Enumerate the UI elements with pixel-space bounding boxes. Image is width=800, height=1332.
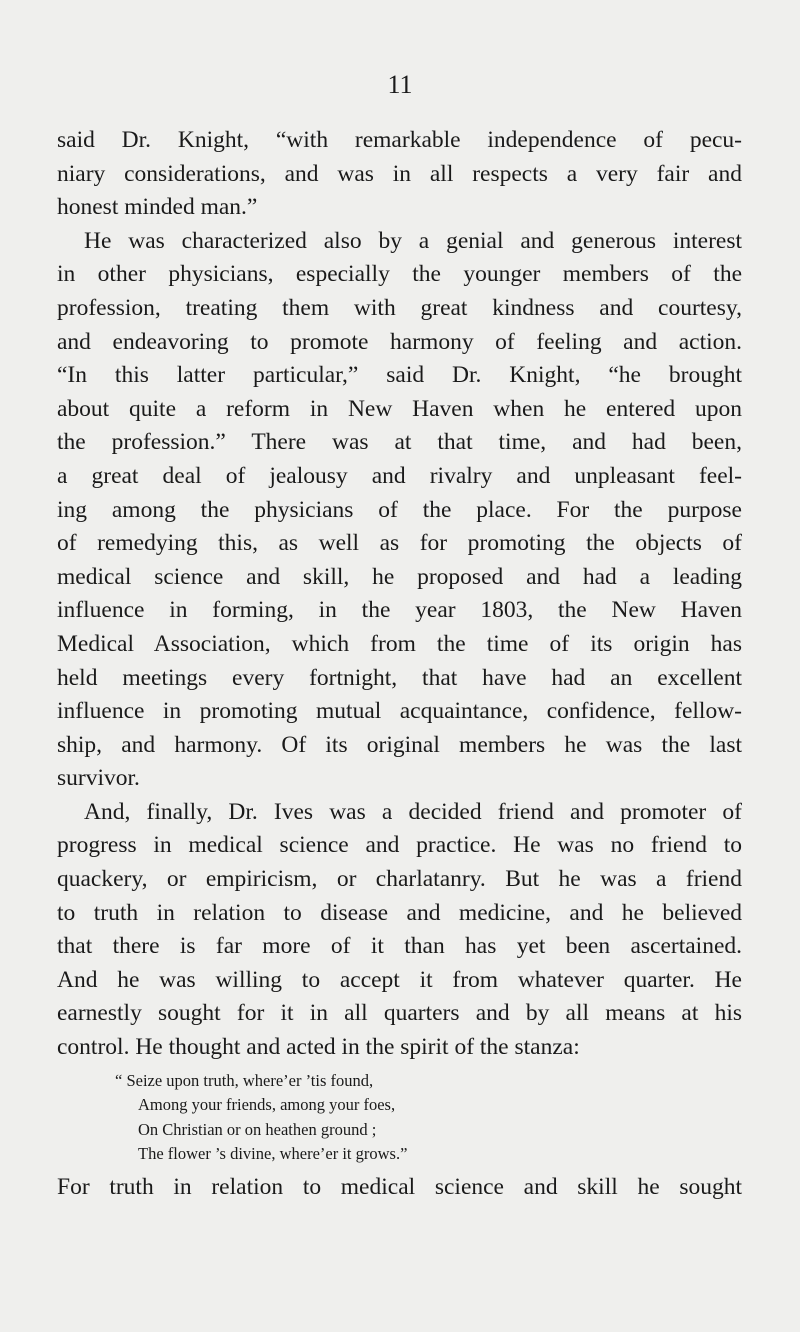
stanza-line: On Christian or on heathen ground ; xyxy=(138,1119,377,1139)
text-line: and endeavoring to promote harmony of feeling and action. xyxy=(57,328,742,355)
text-line: control. He thought and acted in the spirit of the stanza: xyxy=(57,1034,580,1061)
text-line: earnestly sought for it in all quarters and by all means at his xyxy=(57,1000,742,1027)
text-line: to truth in relation to disease and medicine, and he believed xyxy=(57,899,742,926)
text-line: in other physicians, especially the younger members of the xyxy=(57,261,742,288)
text-line: ing among the physicians of the place. For the purpose xyxy=(57,496,742,523)
text-line: the profession.” There was at that time, and had been, xyxy=(57,429,742,456)
text-line: progress in medical science and practice. He was no friend to xyxy=(57,832,742,859)
text-line: ship, and harmony. Of its original members he was the last xyxy=(57,731,742,758)
stanza-line: “ Seize upon truth, where’er ’tis found, xyxy=(115,1070,374,1090)
text-line: Medical Association, which from the time of its origin has xyxy=(57,630,742,657)
text-line: profession, treating them with great kindness and courtesy, xyxy=(57,294,742,321)
text-line: of remedying this, as well as for promoting the objects of xyxy=(57,530,742,557)
text-line: medical science and skill, he proposed and had a leading xyxy=(57,563,742,590)
text-line: influence in promoting mutual acquaintance, confidence, fellow- xyxy=(57,698,742,725)
text-line: “In this latter particular,” said Dr. Knight, “he brought xyxy=(57,362,742,389)
text-line: quackery, or empiricism, or charlatanry. But he was a friend xyxy=(57,866,742,893)
text-line: survivor. xyxy=(57,765,140,792)
body-text xyxy=(57,124,742,1204)
text-line: And he was willing to accept it from whatever quarter. He xyxy=(57,966,742,993)
text-line: honest minded man.” xyxy=(57,194,258,221)
text-line: held meetings every fortnight, that have had an excellent xyxy=(57,664,742,691)
stanza-line: Among your friends, among your foes, xyxy=(138,1095,396,1115)
text-line: niary considerations, and was in all respects a very fair and xyxy=(57,160,742,187)
text-line: influence in forming, in the year 1803, the New Haven xyxy=(57,597,742,624)
text-line: about quite a reform in New Haven when he entered upon xyxy=(57,395,742,422)
page-number: 11 xyxy=(387,70,413,99)
text-line: For truth in relation to medical science and skill he sought xyxy=(57,1173,742,1200)
text-line: He was characterized also by a genial and generous interest xyxy=(84,227,742,254)
text-line: said Dr. Knight, “with remarkable independence of pecu- xyxy=(57,127,742,153)
stanza-line: The flower ’s divine, where’er it grows.” xyxy=(138,1144,408,1164)
stanza-quote xyxy=(57,1069,742,1167)
text-line: that there is far more of it than has yet been ascertained. xyxy=(57,933,742,960)
text-line: a great deal of jealousy and rivalry and unpleasant feel- xyxy=(57,462,742,489)
text-line: And, finally, Dr. Ives was a decided friend and promoter of xyxy=(84,798,742,825)
